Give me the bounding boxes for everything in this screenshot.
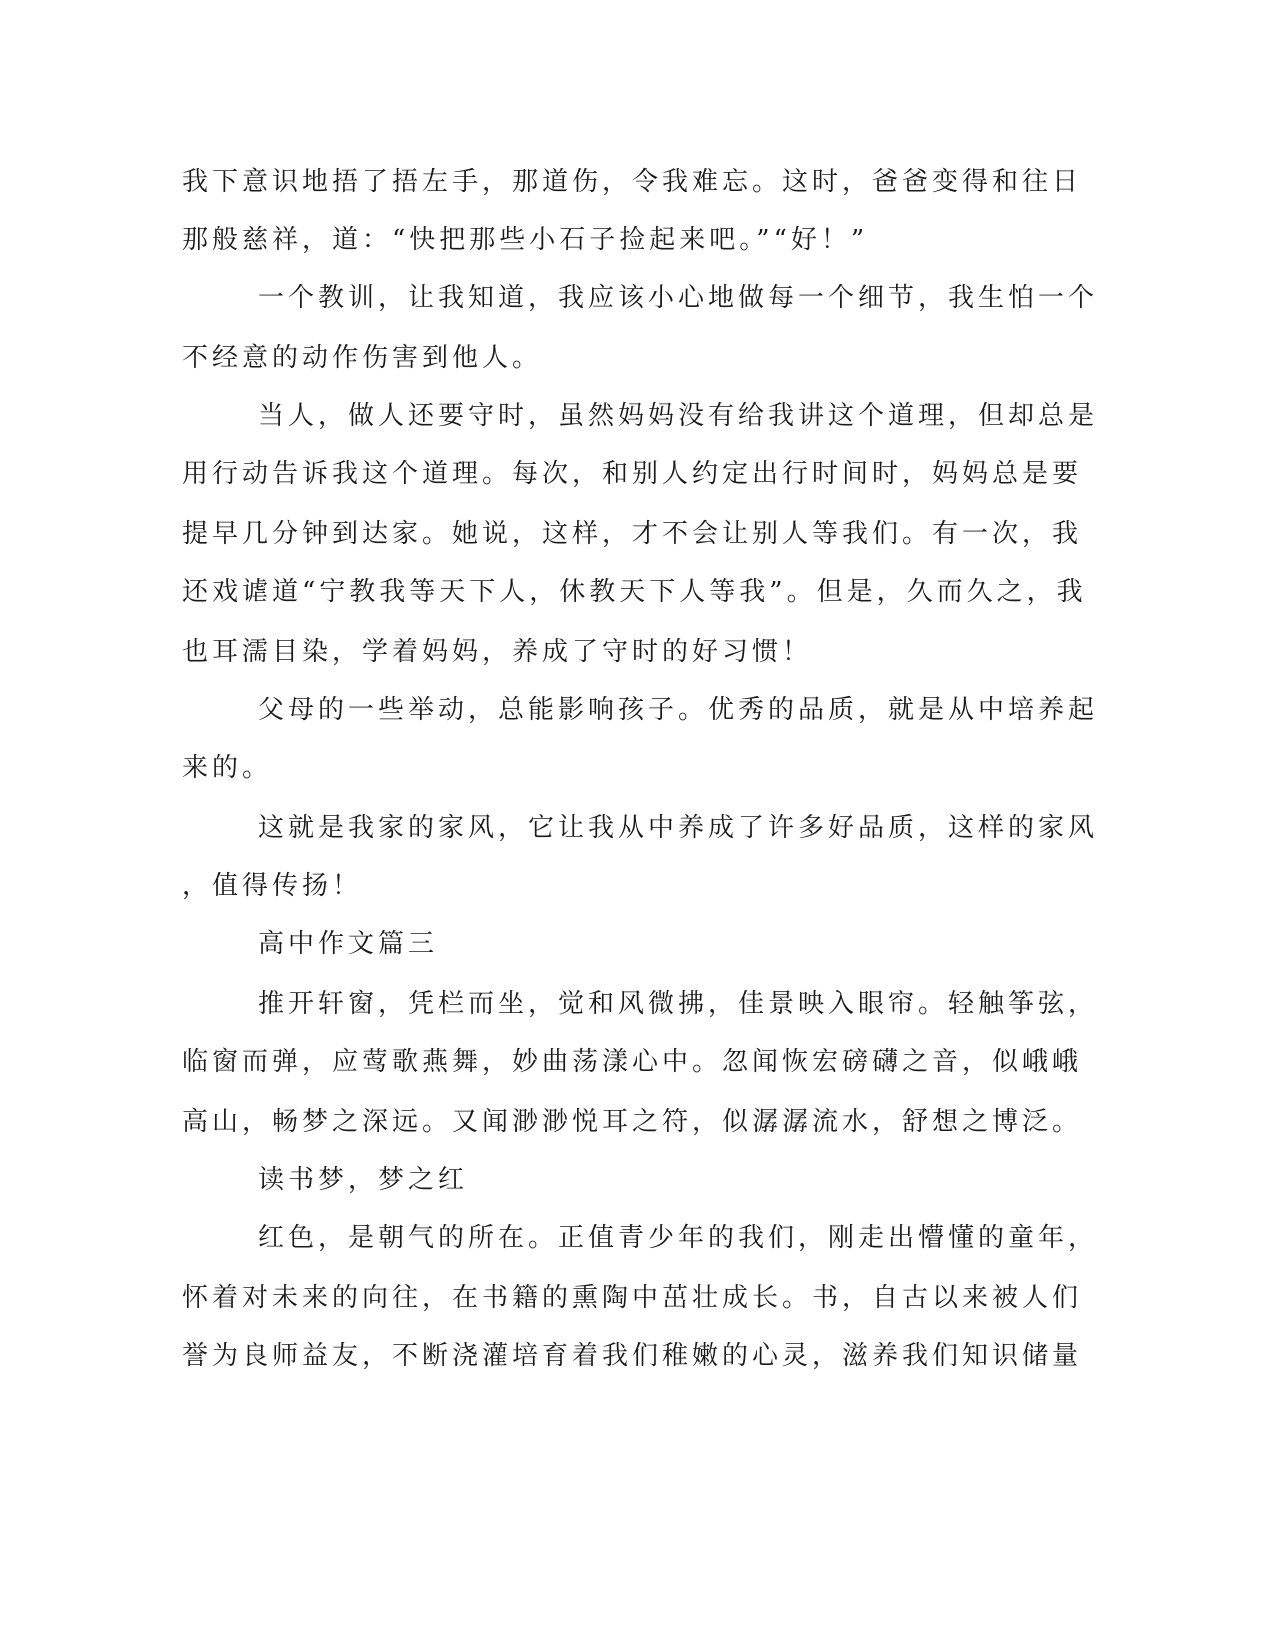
text-line: 用行动告诉我这个道理。每次，和别人约定出行时间时，妈妈总是要 [182,459,1083,489]
text-line: 那般慈祥，道：“快把那些小石子捡起来吧。”“好！” [182,225,869,255]
text-line: 不经意的动作伤害到他人。 [182,343,543,373]
paragraph-start: 推开轩窗，凭栏而坐，觉和风微拂，佳景映入眼帘。轻触筝弦， [258,989,1099,1019]
paragraph-start: 一个教训，让我知道，我应该小心地做每一个细节，我生怕一个 [258,283,1099,313]
text-line: 临窗而弹，应莺歌燕舞，妙曲荡漾心中。忽闻恢宏磅礴之音，似峨峨 [182,1047,1083,1077]
section-heading: 高中作文篇三 [258,929,439,959]
text-line: 还戏谑道“宁教我等天下人，休教天下人等我”。但是，久而久之，我 [182,577,1087,607]
paragraph-start: 这就是我家的家风，它让我从中养成了许多好品质，这样的家风 [258,813,1099,843]
paragraph-start: 父母的一些举动，总能影响孩子。优秀的品质，就是从中培养起 [258,695,1099,725]
text-line: 我下意识地捂了捂左手，那道伤，令我难忘。这时，爸爸变得和往日 [182,167,1083,197]
subheading: 读书梦，梦之红 [258,1165,469,1195]
text-line: 提早几分钟到达家。她说，这样，才不会让别人等我们。有一次，我 [182,519,1083,549]
text-line: ，值得传扬！ [182,871,363,901]
text-line: 誉为良师益友，不断浇灌培育着我们稚嫩的心灵，滋养我们知识储量 [182,1341,1083,1371]
paragraph-start: 当人，做人还要守时，虽然妈妈没有给我讲这个道理，但却总是 [258,401,1099,431]
text-line: 来的。 [182,753,273,783]
text-line: 怀着对未来的向往，在书籍的熏陶中茁壮成长。书，自古以来被人们 [182,1283,1083,1313]
text-line: 高山，畅梦之深远。又闻渺渺悦耳之符，似潺潺流水，舒想之博泛。 [182,1107,1083,1137]
text-line: 也耳濡目染，学着妈妈，养成了守时的好习惯！ [182,637,813,667]
paragraph-start: 红色，是朝气的所在。正值青少年的我们，刚走出懵懂的童年， [258,1223,1099,1253]
